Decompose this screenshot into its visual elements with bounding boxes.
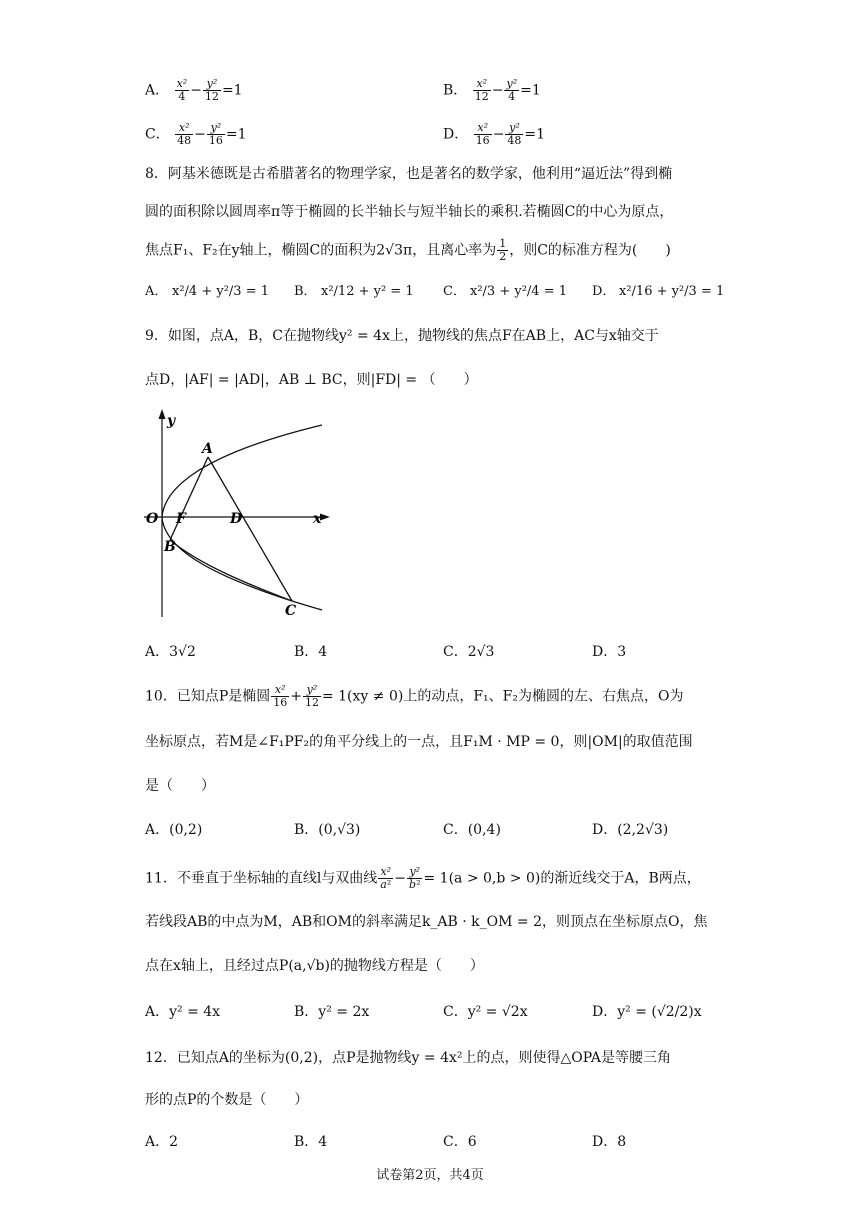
q8-option-b-expr: x²/12 + y² = 1 xyxy=(321,284,414,299)
q11-option-a: A．y² = 4x xyxy=(145,1004,221,1020)
label-b: B xyxy=(164,539,176,555)
q9-option-c: C．2√3 xyxy=(443,644,495,660)
q9-line-1: 9．如图，点A，B，C在抛物线y² = 4x上，抛物线的焦点F在AB上，AC与x轴交于 xyxy=(145,328,659,344)
q12-option-b: B．4 xyxy=(294,1134,328,1150)
q12-option-d: D．8 xyxy=(592,1134,627,1150)
q10-line-2: 坐标原点，若M是∠F₁PF₂的角平分线上的一点，且F₁M · MP = 0，则|OM|的取值范围 xyxy=(145,734,693,750)
q7-option-b: B． $\frac{\text{x²}}{12}$ − $\frac{\text{y²}}{4}$ =1 xyxy=(443,77,541,103)
parabola-lower-branch xyxy=(162,517,322,610)
q10-line-3: 是（ ） xyxy=(145,778,215,794)
q10-option-d: D．(2,2√3) xyxy=(592,822,669,838)
q10-option-b: B．(0,√3) xyxy=(294,822,361,838)
q9-option-a: A．3√2 xyxy=(145,644,196,660)
parabola-upper-branch xyxy=(162,425,322,517)
q10-option-c: C．(0,4) xyxy=(443,822,501,838)
q8-option-d: D． xyxy=(592,284,616,299)
q8-option-c: C． xyxy=(443,284,466,299)
q8-line-3: 焦点F₁、F₂在y轴上，椭圆C的面积为2√3π，且离心率为 $\frac{1}{2}$ ，则C的标准方程为( ) xyxy=(145,237,671,263)
q11-option-d: D．y² = (√2/2)x xyxy=(592,1004,702,1020)
label-o: O xyxy=(146,511,159,527)
q8-line-1: 8．阿基米德既是古希腊著名的物理学家，也是著名的数学家，他利用“逼近法”得到椭 xyxy=(145,166,673,182)
y-axis-arrow-icon xyxy=(159,409,166,419)
label-d: D xyxy=(230,511,243,527)
q11-option-b: B．y² = 2x xyxy=(294,1004,370,1020)
q11-line-1: 11．不垂直于坐标轴的直线l与双曲线 $\frac{\text{x²}}{\text{a²}}$ − $\frac{\text{y²}}{\text{b²}}$ = 1(a > 0,b > 0)的渐近线交于A，B两点， xyxy=(145,865,701,891)
q10-option-a: A．(0,2) xyxy=(145,822,203,838)
q8-option-a: A． xyxy=(145,284,168,299)
label-f: F xyxy=(176,511,186,527)
q11-line-3: 点在x轴上，且经过点P(a,√b)的抛物线方程是（ ） xyxy=(145,958,484,974)
parabola-figure xyxy=(140,405,340,625)
q7-option-a: A． $\frac{\text{x²}}{4}$ − $\frac{\text{y²}}{12}$ =1 xyxy=(145,77,243,103)
q7-option-d: D． $\frac{\text{x²}}{16}$ − $\frac{\text{y²}}{48}$ =1 xyxy=(443,121,546,147)
q9-line-2: 点D，|AF| = |AD|，AB ⊥ BC，则|FD| = （ ） xyxy=(145,372,478,388)
q7-option-c: C． $\frac{\text{x²}}{48}$ − $\frac{\text{y²}}{16}$ =1 xyxy=(145,121,247,147)
q8-line-2: 圆的面积除以圆周率π等于椭圆的长半轴长与短半轴长的乘积.若椭圆C的中心为原点， xyxy=(145,204,674,220)
q11-line-2: 若线段AB的中点为M，AB和OM的斜率满足k_AB · k_OM = 2，则顶点在坐标原点O，焦 xyxy=(145,914,708,930)
q12-line-1: 12．已知点A的坐标为(0,2)，点P是抛物线y = 4x²上的点，则使得△OPA是等腰三角 xyxy=(145,1050,671,1066)
segment-ac xyxy=(208,457,292,601)
q12-line-2: 形的点P的个数是（ ） xyxy=(145,1092,309,1108)
label-c: C xyxy=(285,603,297,619)
q10-line-1: 10．已知点P是椭圆 $\frac{\text{x²}}{16}$ + $\frac{\text{y²}}{12}$ = 1(xy ≠ 0)上的动点，F₁、F₂为椭圆的左、右焦点，O为 xyxy=(145,683,684,709)
label-y: y xyxy=(167,413,176,429)
q8-option-d-expr: x²/16 + y²/3 = 1 xyxy=(619,284,725,299)
q8-option-c-expr: x²/3 + y²/4 = 1 xyxy=(470,284,567,299)
page-footer: 试卷第2页，共4页 xyxy=(376,1168,484,1183)
segment-ab xyxy=(170,457,208,540)
q9-option-d: D．3 xyxy=(592,644,627,660)
label-x: x xyxy=(313,511,322,527)
label-a: A xyxy=(202,441,213,457)
q9-option-b: B．4 xyxy=(294,644,328,660)
q12-option-a: A．2 xyxy=(145,1134,179,1150)
x-axis-arrow-icon xyxy=(320,514,330,521)
q8-option-a-expr: x²/4 + y²/3 = 1 xyxy=(172,284,269,299)
q11-option-c: C．y² = √2x xyxy=(443,1004,528,1020)
q8-option-b: B． xyxy=(294,284,317,299)
q12-option-c: C．6 xyxy=(443,1134,477,1150)
